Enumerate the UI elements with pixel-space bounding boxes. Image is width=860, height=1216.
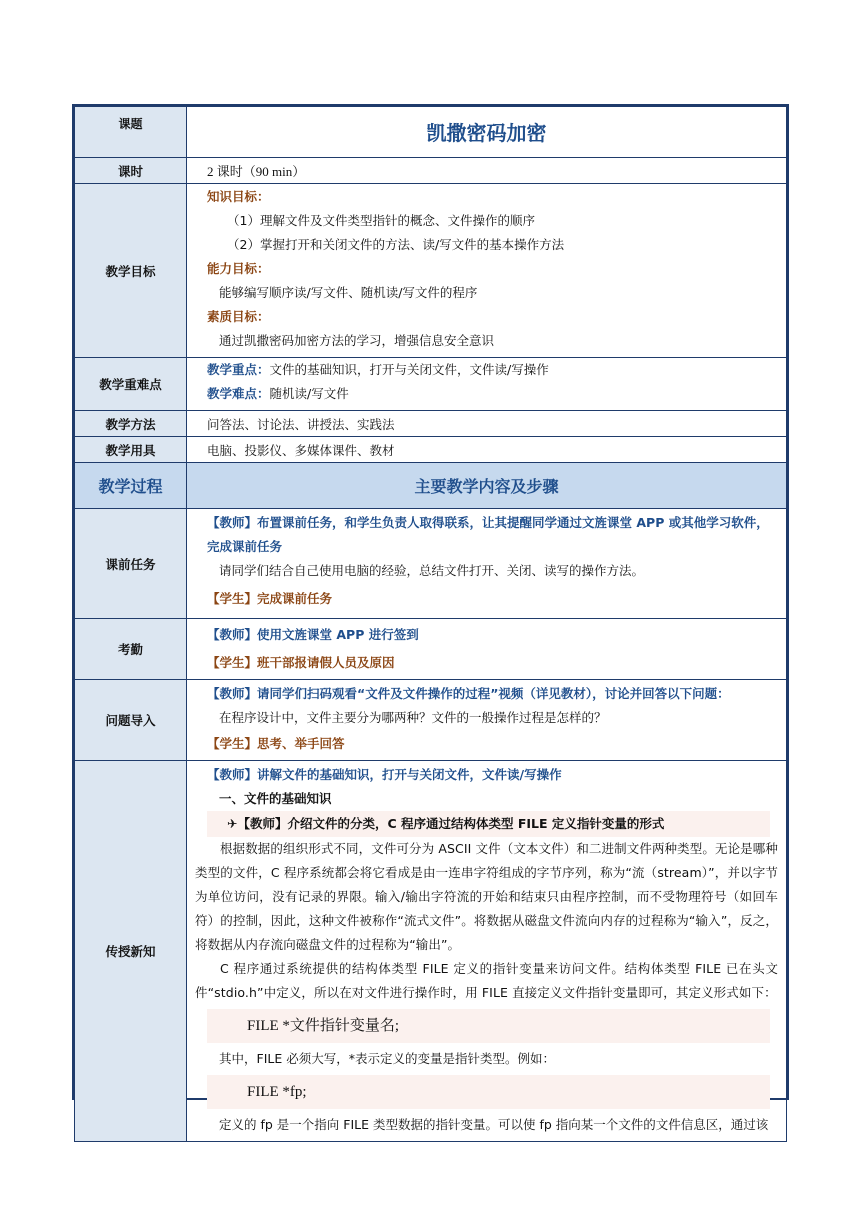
teaching-paragraph-1: 根据数据的组织形式不同，文件可分为 ASCII 文件（文本文件）和二进制文件两种类型。无论是哪种类型的文件，C 程序系统都会将它看成是由一连串字符组成的字节序列，称为“流（stream）”，并以字节为单位访问，没有记录的界限。输入/输出字符流的开始和结束只由程序控制，而不受物理符号（如回车符）的控制，因此，这种文件被称作“流式文件”。将数据从磁盘文件流向内存的过程称为“输入”，反之，将数据从内存流向磁盘文件的过程称为“输出”。	[195, 841, 778, 952]
pretask-label: 课前任务	[75, 509, 187, 619]
code-block-1: FILE *文件指针变量名;	[207, 1009, 770, 1043]
intro-text: 在程序设计中，文件主要分为哪两种？文件的一般操作过程是怎样的？	[219, 710, 607, 725]
process-header-right: 主要教学内容及步骤	[187, 463, 787, 509]
intro-cell	[187, 680, 787, 761]
quality-goal-text: 通过凯撒密码加密方法的学习，增强信息安全意识	[219, 333, 495, 348]
goals-cell	[187, 184, 787, 358]
hours-label: 课时	[75, 158, 187, 184]
attendance-student: 【学生】班干部报请假人员及原因	[207, 655, 395, 670]
ability-goal-title: 能力目标：	[207, 261, 270, 276]
pretask-teacher-line1: 【教师】布置课前任务，和学生负责人取得联系，让其提醒同学通过文旌课堂 APP 或其他学习软件，	[207, 515, 769, 530]
knowledge-goal-item-2: （2）掌握打开和关闭文件的方法、读/写文件的基本操作方法	[227, 237, 565, 252]
process-header-left: 教学过程	[75, 463, 187, 509]
tools-label: 教学用具	[75, 437, 187, 463]
key-point-text: 文件的基础知识，打开与关闭文件，文件读/写操作	[269, 362, 549, 377]
goals-label: 教学目标	[75, 184, 187, 358]
intro-teacher: 【教师】请同学们扫码观看“文件及文件操作的过程”视频（详见教材），讨论并回答以下问题：	[207, 686, 730, 701]
attendance-cell	[187, 619, 787, 680]
pretask-text: 请同学们结合自己使用电脑的经验，总结文件打开、关闭、读写的操作方法。	[219, 563, 645, 578]
difficulty-title: 教学难点：	[207, 386, 270, 401]
methods-value: 问答法、讨论法、讲授法、实践法	[187, 411, 787, 437]
teaching-label: 传授新知	[75, 761, 187, 1142]
code-block-2: FILE *fp;	[207, 1075, 770, 1109]
keypoints-cell	[187, 358, 787, 411]
key-point-title: 教学重点：	[207, 362, 270, 377]
teaching-teacher: 【教师】讲解文件的基础知识，打开与关闭文件，文件读/写操作	[207, 767, 562, 782]
teaching-paragraph-2: C 程序通过系统提供的结构体类型 FILE 定义的指针变量来访问文件。结构体类型 FILE 已在头文件“stdio.h”中定义，所以在对文件进行操作时，用 FILE 直接定义文件指针变量即可，其定义形式如下：	[195, 961, 778, 1000]
difficulty-text: 随机读/写文件	[269, 386, 349, 401]
attendance-label: 考勤	[75, 619, 187, 680]
intro-student: 【学生】思考、举手回答	[207, 736, 345, 751]
intro-label: 问题导入	[75, 680, 187, 761]
ability-goal-text: 能够编写顺序读/写文件、随机读/写文件的程序	[219, 285, 478, 300]
teaching-sub-heading: ✈【教师】介绍文件的分类，C 程序通过结构体类型 FILE 定义指针变量的形式	[207, 811, 770, 837]
topic-cell	[187, 107, 787, 158]
attendance-teacher: 【教师】使用文旌课堂 APP 进行签到	[207, 627, 419, 642]
topic-label: 课题	[75, 107, 187, 158]
methods-label: 教学方法	[75, 411, 187, 437]
knowledge-goal-item-1: （1）理解文件及文件类型指针的概念、文件操作的顺序	[227, 213, 535, 228]
tools-value: 电脑、投影仪、多媒体课件、教材	[187, 437, 787, 463]
teaching-paragraph-4: 定义的 fp 是一个指向 FILE 类型数据的指针变量。可以使 fp 指向某一个文件的文件信息区，通过该	[219, 1117, 769, 1132]
hours-value: 2 课时（90 min）	[187, 158, 787, 184]
lesson-plan-table	[72, 104, 789, 1132]
pretask-student: 【学生】完成课前任务	[207, 591, 333, 606]
keypoints-label: 教学重难点	[75, 358, 187, 411]
teaching-cell	[187, 761, 787, 1142]
knowledge-goal-title: 知识目标：	[207, 189, 270, 204]
lesson-title: 凯撒密码加密	[426, 121, 547, 145]
teaching-paragraph-3: 其中，FILE 必须大写，*表示定义的变量是指针类型。例如：	[219, 1051, 555, 1066]
teaching-section-title: 一、文件的基础知识	[219, 791, 332, 806]
pretask-cell	[187, 509, 787, 619]
pretask-teacher-line2: 完成课前任务	[207, 539, 283, 554]
quality-goal-title: 素质目标：	[207, 309, 270, 324]
